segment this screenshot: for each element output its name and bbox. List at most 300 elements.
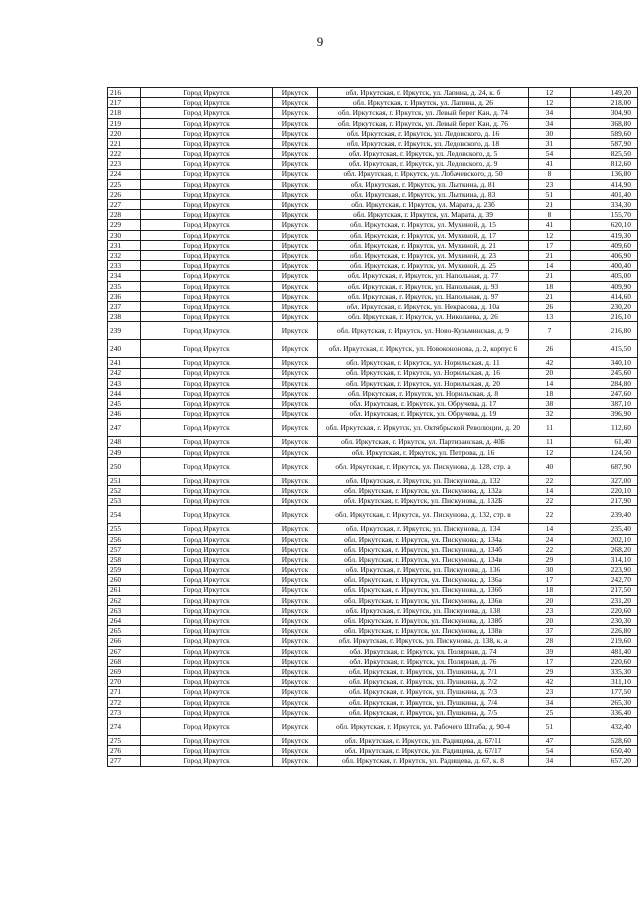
- count-cell: 21: [529, 251, 571, 261]
- address-cell: обл. Иркутская, г. Иркутск, ул. Ледовского, д. 5: [318, 149, 529, 159]
- address-cell: обл. Иркутская, г. Иркутск, ул. Ледовского, д. 16: [318, 128, 529, 138]
- count-cell: 22: [529, 475, 571, 485]
- area-cell: 242,70: [571, 575, 638, 585]
- count-cell: 8: [529, 210, 571, 220]
- locality-cell: Иркутск: [273, 281, 318, 291]
- locality-cell: Иркутск: [273, 646, 318, 656]
- municipality-cell: Город Иркутск: [141, 475, 273, 485]
- area-cell: 400,40: [571, 261, 638, 271]
- address-cell: обл. Иркутская, г. Иркутск, ул. Пушкина, д. 7/2: [318, 677, 529, 687]
- count-cell: 21: [529, 271, 571, 281]
- table-row: [108, 746, 638, 756]
- address-cell: обл. Иркутская, г. Иркутск, ул. Октябрьской Революции, д. 20: [318, 419, 529, 437]
- locality-cell: Иркутск: [273, 118, 318, 128]
- count-cell: 54: [529, 746, 571, 756]
- area-cell: 218,00: [571, 98, 638, 108]
- table-row: [108, 457, 638, 475]
- row-number-cell: 260: [108, 575, 141, 585]
- count-cell: 47: [529, 735, 571, 745]
- locality-cell: Иркутск: [273, 159, 318, 169]
- row-number-cell: 224: [108, 169, 141, 179]
- address-cell: обл. Иркутская, г. Иркутск, ул. Пискунова, д. 136а: [318, 575, 529, 585]
- count-cell: 12: [529, 88, 571, 98]
- table-row: [108, 399, 638, 409]
- count-cell: 34: [529, 118, 571, 128]
- count-cell: 23: [529, 605, 571, 615]
- count-cell: 21: [529, 200, 571, 210]
- address-cell: обл. Иркутская, г. Иркутск, ул. Пискунова, д. 132а: [318, 486, 529, 496]
- address-cell: обл. Иркутская, г. Иркутск, ул. Напольная, д. 77: [318, 271, 529, 281]
- municipality-cell: Город Иркутск: [141, 585, 273, 595]
- address-cell: обл. Иркутская, г. Иркутск, ул. Ледовского, д. 9: [318, 159, 529, 169]
- address-cell: обл. Иркутская, г. Иркутск, ул. Некрасова, д. 10а: [318, 301, 529, 311]
- row-number-cell: 277: [108, 756, 141, 766]
- area-cell: 327,00: [571, 475, 638, 485]
- locality-cell: Иркутск: [273, 486, 318, 496]
- municipality-cell: Город Иркутск: [141, 697, 273, 707]
- locality-cell: Иркутск: [273, 605, 318, 615]
- address-cell: обл. Иркутская, г. Иркутск, ул. Полярная, д. 76: [318, 656, 529, 666]
- address-cell: обл. Иркутская, г. Иркутск, ул. Радищева, д. 67/11: [318, 735, 529, 745]
- address-cell: обл. Иркутская, г. Иркутск, ул. Пискунова, д. 138: [318, 605, 529, 615]
- count-cell: 20: [529, 368, 571, 378]
- count-cell: 42: [529, 358, 571, 368]
- municipality-cell: Город Иркутск: [141, 301, 273, 311]
- address-cell: обл. Иркутская, г. Иркутск, ул. Николаева, д. 26: [318, 312, 529, 322]
- locality-cell: Иркутск: [273, 717, 318, 735]
- table-row: [108, 605, 638, 615]
- count-cell: 34: [529, 108, 571, 118]
- row-number-cell: 233: [108, 261, 141, 271]
- table-row: [108, 486, 638, 496]
- address-cell: обл. Иркутская, г. Иркутск, ул. Пискунова, д. 132, стр. в: [318, 506, 529, 524]
- area-cell: 528,60: [571, 735, 638, 745]
- locality-cell: Иркутск: [273, 340, 318, 358]
- table-row: [108, 128, 638, 138]
- row-number-cell: 228: [108, 210, 141, 220]
- row-number-cell: 256: [108, 534, 141, 544]
- row-number-cell: 275: [108, 735, 141, 745]
- area-cell: 202,10: [571, 534, 638, 544]
- municipality-cell: Город Иркутск: [141, 646, 273, 656]
- row-number-cell: 223: [108, 159, 141, 169]
- area-cell: 368,80: [571, 118, 638, 128]
- row-number-cell: 220: [108, 128, 141, 138]
- municipality-cell: Город Иркутск: [141, 291, 273, 301]
- address-cell: обл. Иркутская, г. Иркутск, ул. Радищева, д. 67, к. 8: [318, 756, 529, 766]
- table-row: [108, 735, 638, 745]
- municipality-cell: Город Иркутск: [141, 486, 273, 496]
- address-cell: обл. Иркутская, г. Иркутск, ул. Мухиной, д. 15: [318, 220, 529, 230]
- count-cell: 18: [529, 281, 571, 291]
- count-cell: 32: [529, 409, 571, 419]
- municipality-cell: Город Иркутск: [141, 447, 273, 457]
- count-cell: 51: [529, 189, 571, 199]
- address-cell: обл. Иркутская, г. Иркутск, ул. Новокононова, д. 2, корпус 6: [318, 340, 529, 358]
- housing-registry-table: [107, 87, 638, 767]
- municipality-cell: Город Иркутск: [141, 108, 273, 118]
- locality-cell: Иркутск: [273, 291, 318, 301]
- area-cell: 155,70: [571, 210, 638, 220]
- area-cell: 415,50: [571, 340, 638, 358]
- table-row: [108, 251, 638, 261]
- locality-cell: Иркутск: [273, 697, 318, 707]
- table-row: [108, 98, 638, 108]
- municipality-cell: Город Иркутск: [141, 534, 273, 544]
- municipality-cell: Город Иркутск: [141, 667, 273, 677]
- address-cell: обл. Иркутская, г. Иркутск, ул. Мухиной, д. 17: [318, 230, 529, 240]
- municipality-cell: Город Иркутск: [141, 118, 273, 128]
- count-cell: 11: [529, 437, 571, 447]
- municipality-cell: Город Иркутск: [141, 544, 273, 554]
- row-number-cell: 254: [108, 506, 141, 524]
- table-row: [108, 200, 638, 210]
- area-cell: 216,10: [571, 312, 638, 322]
- count-cell: 24: [529, 534, 571, 544]
- table-row: [108, 261, 638, 271]
- address-cell: обл. Иркутская, г. Иркутск, ул. Пискунова, д. 136б: [318, 585, 529, 595]
- locality-cell: Иркутск: [273, 210, 318, 220]
- table-row: [108, 554, 638, 564]
- count-cell: 20: [529, 616, 571, 626]
- locality-cell: Иркутск: [273, 399, 318, 409]
- count-cell: 38: [529, 399, 571, 409]
- row-number-cell: 251: [108, 475, 141, 485]
- locality-cell: Иркутск: [273, 240, 318, 250]
- municipality-cell: Город Иркутск: [141, 88, 273, 98]
- count-cell: 17: [529, 240, 571, 250]
- row-number-cell: 242: [108, 368, 141, 378]
- address-cell: обл. Иркутская, г. Иркутск, ул. Пушкина, д. 7/5: [318, 707, 529, 717]
- table-body: [108, 88, 638, 767]
- table-row: [108, 667, 638, 677]
- table-row: [108, 575, 638, 585]
- count-cell: 20: [529, 595, 571, 605]
- locality-cell: Иркутск: [273, 457, 318, 475]
- count-cell: 34: [529, 756, 571, 766]
- count-cell: 21: [529, 291, 571, 301]
- table-row: [108, 677, 638, 687]
- locality-cell: Иркутск: [273, 301, 318, 311]
- row-number-cell: 245: [108, 399, 141, 409]
- count-cell: 13: [529, 312, 571, 322]
- table-row: [108, 447, 638, 457]
- address-cell: обл. Иркутская, г. Иркутск, ул. Пушкина, д. 7/1: [318, 667, 529, 677]
- area-cell: 314,10: [571, 554, 638, 564]
- municipality-cell: Город Иркутск: [141, 457, 273, 475]
- row-number-cell: 273: [108, 707, 141, 717]
- locality-cell: Иркутск: [273, 312, 318, 322]
- table-row: [108, 368, 638, 378]
- table-row: [108, 149, 638, 159]
- municipality-cell: Город Иркутск: [141, 735, 273, 745]
- row-number-cell: 262: [108, 595, 141, 605]
- count-cell: 37: [529, 626, 571, 636]
- locality-cell: Иркутск: [273, 368, 318, 378]
- locality-cell: Иркутск: [273, 554, 318, 564]
- area-cell: 219,60: [571, 636, 638, 646]
- row-number-cell: 221: [108, 138, 141, 148]
- address-cell: обл. Иркутская, г. Иркутск, ул. Норильская, д. 8: [318, 388, 529, 398]
- area-cell: 409,90: [571, 281, 638, 291]
- locality-cell: Иркутск: [273, 677, 318, 687]
- locality-cell: Иркутск: [273, 220, 318, 230]
- table-row: [108, 159, 638, 169]
- area-cell: 587,90: [571, 138, 638, 148]
- locality-cell: Иркутск: [273, 707, 318, 717]
- municipality-cell: Город Иркутск: [141, 368, 273, 378]
- address-cell: обл. Иркутская, г. Иркутск, ул. Пискунова, д. 134а: [318, 534, 529, 544]
- row-number-cell: 243: [108, 378, 141, 388]
- municipality-cell: Город Иркутск: [141, 220, 273, 230]
- locality-cell: Иркутск: [273, 524, 318, 534]
- municipality-cell: Город Иркутск: [141, 149, 273, 159]
- locality-cell: Иркутск: [273, 358, 318, 368]
- area-cell: 226,80: [571, 626, 638, 636]
- count-cell: 54: [529, 149, 571, 159]
- address-cell: обл. Иркутская, г. Иркутск, ул. Ново-Кузьминская, д. 9: [318, 322, 529, 340]
- table-row: [108, 409, 638, 419]
- count-cell: 30: [529, 128, 571, 138]
- count-cell: 12: [529, 98, 571, 108]
- row-number-cell: 272: [108, 697, 141, 707]
- locality-cell: Иркутск: [273, 496, 318, 506]
- count-cell: 41: [529, 159, 571, 169]
- address-cell: обл. Иркутская, г. Иркутск, ул. Пушкина, д. 7/4: [318, 697, 529, 707]
- address-cell: обл. Иркутская, г. Иркутск, ул. Лыткина, д. 81: [318, 179, 529, 189]
- row-number-cell: 269: [108, 667, 141, 677]
- address-cell: обл. Иркутская, г. Иркутск, ул. Пискунова, д. 134: [318, 524, 529, 534]
- count-cell: 29: [529, 554, 571, 564]
- area-cell: 247,60: [571, 388, 638, 398]
- area-cell: 405,00: [571, 271, 638, 281]
- municipality-cell: Город Иркутск: [141, 128, 273, 138]
- count-cell: 18: [529, 388, 571, 398]
- locality-cell: Иркутск: [273, 447, 318, 457]
- count-cell: 14: [529, 524, 571, 534]
- table-row: [108, 524, 638, 534]
- table-row: [108, 118, 638, 128]
- count-cell: 23: [529, 179, 571, 189]
- area-cell: 419,30: [571, 230, 638, 240]
- table-row: [108, 210, 638, 220]
- area-cell: 177,50: [571, 687, 638, 697]
- row-number-cell: 268: [108, 656, 141, 666]
- address-cell: обл. Иркутская, г. Иркутск, ул. Обручева, д. 17: [318, 399, 529, 409]
- table-row: [108, 419, 638, 437]
- locality-cell: Иркутск: [273, 626, 318, 636]
- area-cell: 149,20: [571, 88, 638, 98]
- area-cell: 409,60: [571, 240, 638, 250]
- address-cell: обл. Иркутская, г. Иркутск, ул. Лобачевского, д. 50: [318, 169, 529, 179]
- area-cell: 230,20: [571, 301, 638, 311]
- locality-cell: Иркутск: [273, 261, 318, 271]
- locality-cell: Иркутск: [273, 544, 318, 554]
- area-cell: 268,20: [571, 544, 638, 554]
- municipality-cell: Город Иркутск: [141, 419, 273, 437]
- locality-cell: Иркутск: [273, 687, 318, 697]
- row-number-cell: 274: [108, 717, 141, 735]
- count-cell: 11: [529, 419, 571, 437]
- table-row: [108, 707, 638, 717]
- locality-cell: Иркутск: [273, 251, 318, 261]
- row-number-cell: 261: [108, 585, 141, 595]
- area-cell: 335,30: [571, 667, 638, 677]
- table-row: [108, 646, 638, 656]
- row-number-cell: 238: [108, 312, 141, 322]
- address-cell: обл. Иркутская, г. Иркутск, ул. Пушкина, д. 7/3: [318, 687, 529, 697]
- locality-cell: Иркутск: [273, 322, 318, 340]
- table-row: [108, 565, 638, 575]
- table-row: [108, 281, 638, 291]
- address-cell: обл. Иркутская, г. Иркутск, ул. Радищева, д. 67/17: [318, 746, 529, 756]
- locality-cell: Иркутск: [273, 585, 318, 595]
- table-row: [108, 271, 638, 281]
- municipality-cell: Город Иркутск: [141, 756, 273, 766]
- locality-cell: Иркутск: [273, 656, 318, 666]
- address-cell: обл. Иркутская, г. Иркутск, ул. Мухиной, д. 25: [318, 261, 529, 271]
- address-cell: обл. Иркутская, г. Иркутск, ул. Марата, д. 23б: [318, 200, 529, 210]
- locality-cell: Иркутск: [273, 98, 318, 108]
- area-cell: 220,10: [571, 486, 638, 496]
- municipality-cell: Город Иркутск: [141, 746, 273, 756]
- row-number-cell: 259: [108, 565, 141, 575]
- municipality-cell: Город Иркутск: [141, 200, 273, 210]
- table-row: [108, 506, 638, 524]
- area-cell: 230,30: [571, 616, 638, 626]
- locality-cell: Иркутск: [273, 88, 318, 98]
- row-number-cell: 232: [108, 251, 141, 261]
- municipality-cell: Город Иркутск: [141, 707, 273, 717]
- municipality-cell: Город Иркутск: [141, 378, 273, 388]
- row-number-cell: 265: [108, 626, 141, 636]
- municipality-cell: Город Иркутск: [141, 312, 273, 322]
- row-number-cell: 234: [108, 271, 141, 281]
- area-cell: 217,50: [571, 585, 638, 595]
- locality-cell: Иркутск: [273, 138, 318, 148]
- municipality-cell: Город Иркутск: [141, 340, 273, 358]
- municipality-cell: Город Иркутск: [141, 605, 273, 615]
- table-row: [108, 585, 638, 595]
- row-number-cell: 271: [108, 687, 141, 697]
- count-cell: 25: [529, 707, 571, 717]
- count-cell: 7: [529, 322, 571, 340]
- municipality-cell: Город Иркутск: [141, 230, 273, 240]
- area-cell: 136,80: [571, 169, 638, 179]
- area-cell: 825,50: [571, 149, 638, 159]
- locality-cell: Иркутск: [273, 616, 318, 626]
- row-number-cell: 230: [108, 230, 141, 240]
- table-row: [108, 437, 638, 447]
- locality-cell: Иркутск: [273, 169, 318, 179]
- municipality-cell: Город Иркутск: [141, 506, 273, 524]
- address-cell: обл. Иркутская, г. Иркутск, ул. Норильская, д. 20: [318, 378, 529, 388]
- count-cell: 26: [529, 301, 571, 311]
- count-cell: 34: [529, 697, 571, 707]
- count-cell: 26: [529, 340, 571, 358]
- municipality-cell: Город Иркутск: [141, 717, 273, 735]
- municipality-cell: Город Иркутск: [141, 98, 273, 108]
- locality-cell: Иркутск: [273, 595, 318, 605]
- row-number-cell: 246: [108, 409, 141, 419]
- row-number-cell: 239: [108, 322, 141, 340]
- area-cell: 334,30: [571, 200, 638, 210]
- area-cell: 239,40: [571, 506, 638, 524]
- locality-cell: Иркутск: [273, 636, 318, 646]
- address-cell: обл. Иркутская, г. Иркутск, ул. Пискунова, д. 136в: [318, 595, 529, 605]
- municipality-cell: Город Иркутск: [141, 358, 273, 368]
- locality-cell: Иркутск: [273, 128, 318, 138]
- count-cell: 41: [529, 220, 571, 230]
- row-number-cell: 235: [108, 281, 141, 291]
- area-cell: 223,90: [571, 565, 638, 575]
- locality-cell: Иркутск: [273, 475, 318, 485]
- municipality-cell: Город Иркутск: [141, 179, 273, 189]
- address-cell: обл. Иркутская, г. Иркутск, ул. Норильская, д. 11: [318, 358, 529, 368]
- area-cell: 61,40: [571, 437, 638, 447]
- area-cell: 231,20: [571, 595, 638, 605]
- row-number-cell: 240: [108, 340, 141, 358]
- area-cell: 650,40: [571, 746, 638, 756]
- table-row: [108, 340, 638, 358]
- locality-cell: Иркутск: [273, 179, 318, 189]
- area-cell: 396,90: [571, 409, 638, 419]
- row-number-cell: 241: [108, 358, 141, 368]
- table-row: [108, 475, 638, 485]
- area-cell: 589,60: [571, 128, 638, 138]
- count-cell: 29: [529, 667, 571, 677]
- area-cell: 406,90: [571, 251, 638, 261]
- municipality-cell: Город Иркутск: [141, 524, 273, 534]
- count-cell: 18: [529, 585, 571, 595]
- row-number-cell: 236: [108, 291, 141, 301]
- address-cell: обл. Иркутская, г. Иркутск, ул. Напольная, д. 97: [318, 291, 529, 301]
- municipality-cell: Город Иркутск: [141, 575, 273, 585]
- area-cell: 336,40: [571, 707, 638, 717]
- row-number-cell: 253: [108, 496, 141, 506]
- locality-cell: Иркутск: [273, 756, 318, 766]
- row-number-cell: 237: [108, 301, 141, 311]
- row-number-cell: 252: [108, 486, 141, 496]
- locality-cell: Иркутск: [273, 149, 318, 159]
- area-cell: 112,60: [571, 419, 638, 437]
- locality-cell: Иркутск: [273, 746, 318, 756]
- table-row: [108, 220, 638, 230]
- area-cell: 220,60: [571, 605, 638, 615]
- row-number-cell: 270: [108, 677, 141, 687]
- municipality-cell: Город Иркутск: [141, 281, 273, 291]
- area-cell: 235,40: [571, 524, 638, 534]
- area-cell: 217,90: [571, 496, 638, 506]
- row-number-cell: 263: [108, 605, 141, 615]
- municipality-cell: Город Иркутск: [141, 687, 273, 697]
- locality-cell: Иркутск: [273, 230, 318, 240]
- municipality-cell: Город Иркутск: [141, 271, 273, 281]
- table-row: [108, 534, 638, 544]
- row-number-cell: 244: [108, 388, 141, 398]
- table-row: [108, 626, 638, 636]
- locality-cell: Иркутск: [273, 575, 318, 585]
- address-cell: обл. Иркутская, г. Иркутск, ул. Пискунова, д. 136: [318, 565, 529, 575]
- municipality-cell: Город Иркутск: [141, 388, 273, 398]
- municipality-cell: Город Иркутск: [141, 626, 273, 636]
- table-row: [108, 179, 638, 189]
- area-cell: 245,60: [571, 368, 638, 378]
- row-number-cell: 255: [108, 524, 141, 534]
- area-cell: 812,60: [571, 159, 638, 169]
- row-number-cell: 248: [108, 437, 141, 447]
- address-cell: обл. Иркутская, г. Иркутск, ул. Пискунова, д. 132Б: [318, 496, 529, 506]
